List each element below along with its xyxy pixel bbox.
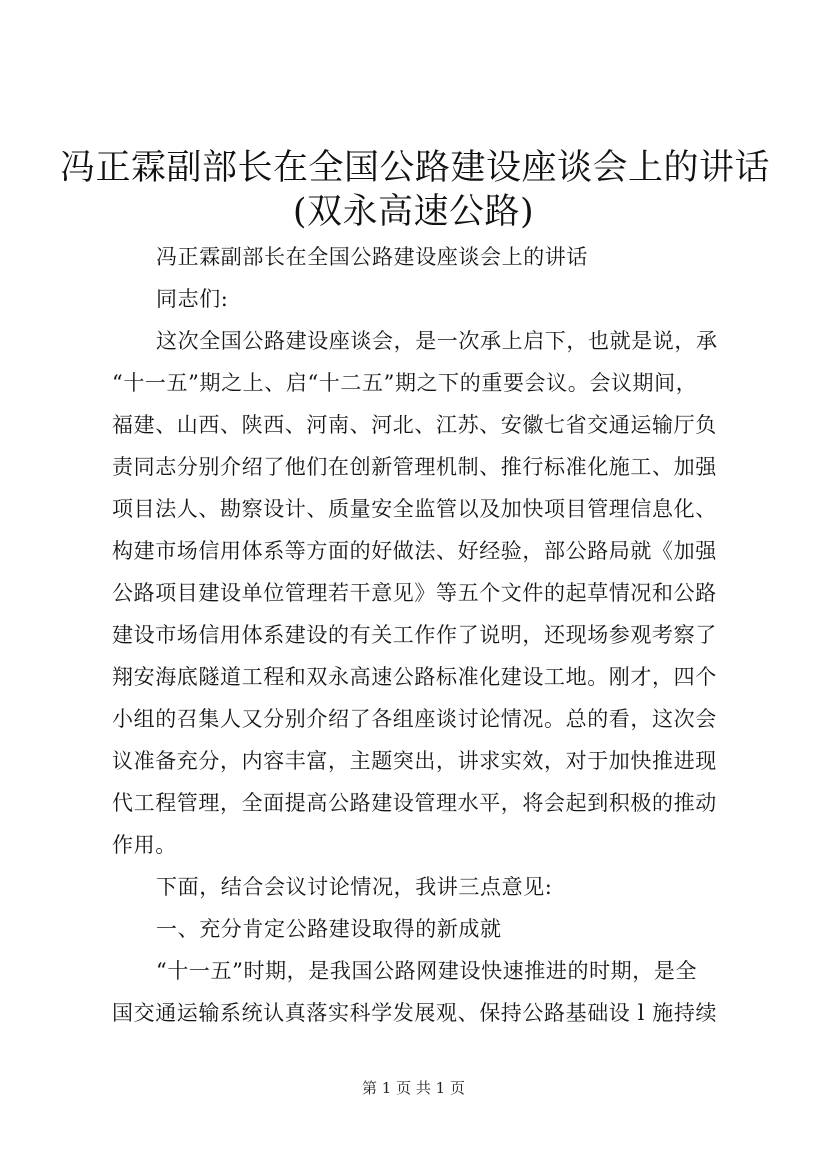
body-line-7: 项目法人、勘察设计、质量安全监管以及加快项目管理信息化、 (112, 497, 717, 521)
body-line-16: 下面，结合会议讨论情况，我讲三点意见: (156, 875, 553, 899)
body-line-17: 一、充分肯定公路建设取得的新成就 (156, 917, 502, 941)
body-line-14: 代工程管理，全面提高公路建设管理水平，将会起到积极的推动 (112, 791, 717, 815)
body-line-6: 责同志分别介绍了他们在创新管理机制、推行标准化施工、加强 (112, 455, 717, 479)
body-line-15: 作用。 (112, 833, 177, 857)
body-line-9: 公路项目建设单位管理若干意见》等五个文件的起草情况和公路 (112, 581, 717, 605)
body-line-2: 同志们: (156, 287, 229, 311)
body-line-3: 这次全国公路建设座谈会，是一次承上启下，也就是说，承 (156, 329, 718, 353)
body-line-4: “十一五”期之上、启“十二五”期之下的重要会议。会议期间， (112, 371, 698, 395)
body-line-13: 议准备充分，内容丰富，主题突出，讲求实效，对于加快推进现 (112, 749, 717, 773)
body-line-11: 翔安海底隧道工程和双永高速公路标准化建设工地。刚才，四个 (112, 665, 717, 689)
body-line-10: 建设市场信用体系建设的有关工作作了说明，还现场参观考察了 (112, 623, 717, 647)
body-line-8: 构建市场信用体系等方面的好做法、好经验，部公路局就《加强 (112, 539, 717, 563)
body-line-18: “十一五”时期，是我国公路网建设快速推进的时期，是全 (156, 959, 698, 983)
body-line-12: 小组的召集人又分别介绍了各组座谈讨论情况。总的看，这次会 (112, 707, 717, 731)
document-title-line-2: (双永高速公路) (292, 192, 535, 232)
body-line-5: 福建、山西、陕西、河南、河北、江苏、安徽七省交通运输厅负 (112, 413, 717, 437)
body-line-1: 冯正霖副部长在全国公路建设座谈会上的讲话 (156, 245, 588, 269)
page-footer: 第 1 页 共 1 页 (362, 1079, 465, 1097)
body-line-19: 国交通运输系统认真落实科学发展观、保持公路基础设 l 施持续 (112, 1001, 718, 1025)
document-title-line-1: 冯正霖副部长在全国公路建设座谈会上的讲话 (60, 148, 771, 188)
